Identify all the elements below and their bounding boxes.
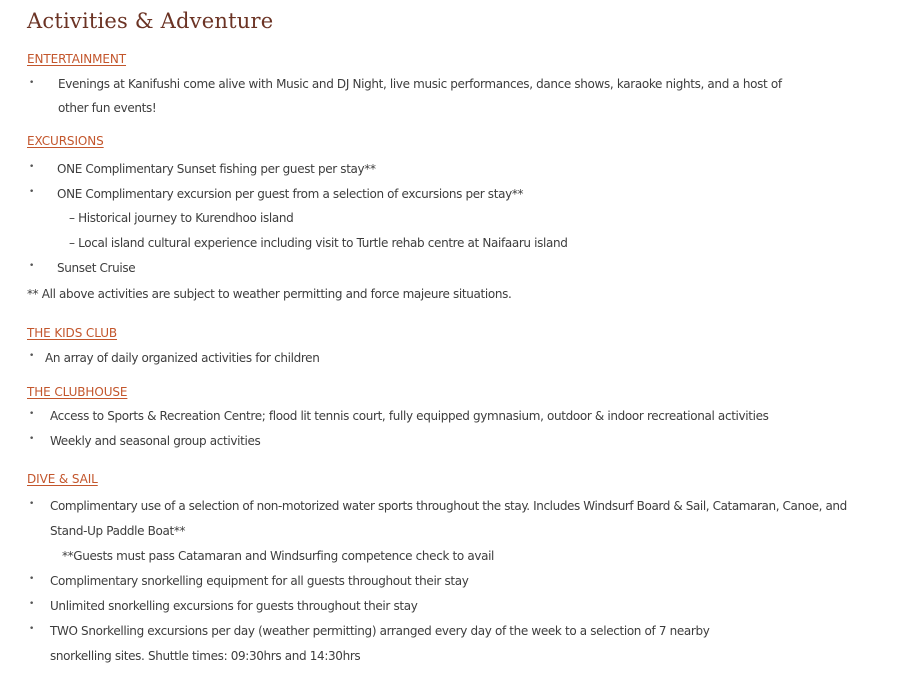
bullet: •	[29, 499, 35, 509]
clubhouse-item-sports-centre: Access to Sports & Recreation Centre; flood lit tennis court, fully equipped gymnasium, outdoor & indoor recreational activities	[50, 409, 769, 423]
bullet: •	[29, 351, 35, 361]
dive-sail-item-water-sports-line-2: Stand-Up Paddle Boat**	[50, 524, 186, 538]
excursions-sub-item-naifaaru: – Local island cultural experience including visit to Turtle rehab centre at Naifaaru island	[69, 236, 568, 250]
section-heading-clubhouse[interactable]: THE CLUBHOUSE	[27, 385, 128, 399]
section-heading-kids-club[interactable]: THE KIDS CLUB	[27, 326, 118, 340]
bullet: •	[29, 599, 35, 609]
excursions-sub-item-kurendhoo: – Historical journey to Kurendhoo island	[69, 211, 294, 225]
section-heading-entertainment[interactable]: ENTERTAINMENT	[27, 52, 127, 66]
bullet: •	[29, 574, 35, 584]
page-title: Activities & Adventure	[27, 9, 274, 33]
dive-sail-competence-note: **Guests must pass Catamaran and Windsurfing competence check to avail	[62, 549, 495, 563]
bullet: •	[29, 162, 35, 172]
excursions-item-sunset-cruise: Sunset Cruise	[57, 261, 136, 275]
bullet: •	[29, 261, 35, 271]
dive-sail-item-snorkelling-equipment: Complimentary snorkelling equipment for all guests throughout their stay	[50, 574, 469, 588]
bullet: •	[29, 409, 35, 419]
clubhouse-item-group-activities: Weekly and seasonal group activities	[50, 434, 261, 448]
section-heading-dive-sail[interactable]: DIVE & SAIL	[27, 472, 98, 486]
bullet: •	[29, 187, 35, 197]
bullet: •	[29, 78, 35, 88]
excursions-item-complimentary-excursion: ONE Complimentary excursion per guest from a selection of excursions per stay**	[57, 187, 524, 201]
dive-sail-item-water-sports-line-1: Complimentary use of a selection of non-motorized water sports throughout the stay. Includes Windsurf Board & Sail, Catamaran, Canoe, and	[50, 499, 847, 513]
kids-club-item: An array of daily organized activities for children	[45, 351, 320, 365]
excursions-weather-note: ** All above activities are subject to weather permitting and force majeure situations.	[27, 287, 512, 301]
bullet: •	[29, 434, 35, 444]
dive-sail-item-unlimited-snorkelling: Unlimited snorkelling excursions for guests throughout their stay	[50, 599, 418, 613]
entertainment-item-line-1: Evenings at Kanifushi come alive with Music and DJ Night, live music performances, dance shows, karaoke nights, and a host of	[58, 77, 782, 91]
dive-sail-item-two-excursions-line-1: TWO Snorkelling excursions per day (weather permitting) arranged every day of the week to a selection of 7 nearby	[50, 624, 710, 638]
section-heading-excursions[interactable]: EXCURSIONS	[27, 134, 104, 148]
bullet: •	[29, 624, 35, 634]
dive-sail-item-two-excursions-line-2: snorkelling sites. Shuttle times: 09:30hrs and 14:30hrs	[50, 649, 361, 663]
excursions-item-sunset-fishing: ONE Complimentary Sunset fishing per guest per stay**	[57, 162, 376, 176]
entertainment-item-line-2: other fun events!	[58, 101, 157, 115]
